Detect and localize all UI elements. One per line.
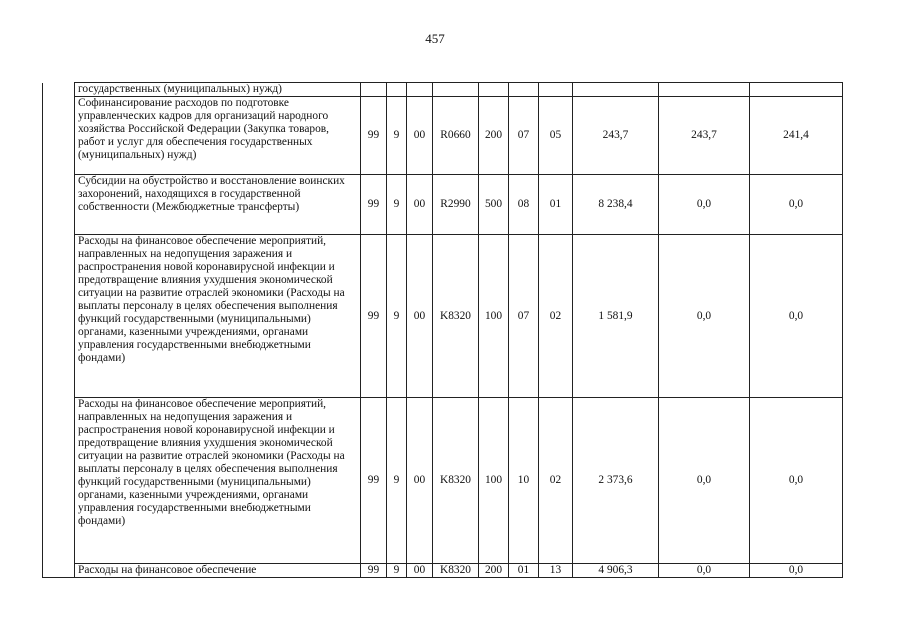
code-cell: [407, 83, 433, 97]
amount-cell: 241,4: [750, 97, 843, 175]
code-cell: 05: [539, 97, 573, 175]
amount-cell: [573, 83, 659, 97]
code-cell: 02: [539, 235, 573, 398]
amount-cell: [750, 83, 843, 97]
code-cell: [433, 83, 479, 97]
table-row: [43, 97, 843, 175]
code-cell: 08: [509, 175, 539, 235]
table-row: [43, 398, 843, 564]
amount-cell: 0,0: [750, 235, 843, 398]
amount-cell: 2 373,6: [573, 398, 659, 564]
row-marker-cell: [43, 97, 75, 175]
amount-cell: 4 906,3: [573, 564, 659, 578]
amount-cell: 0,0: [750, 564, 843, 578]
row-description: Софинансирование расходов по подготовке управленческих кадров для организаций народного хозяйства Российской Федерации (Закупка товаров, работ и услуг для обеспечения государственных (муниципальных) нужд): [75, 97, 361, 175]
code-cell: 01: [539, 175, 573, 235]
table-row: [43, 83, 843, 97]
row-description: Расходы на финансовое обеспечение мероприятий, направленных на недопущения заражения и распространения новой коронавирусной инфекции и предотвращение влияния ухудшения экономической ситуации на развитие отраслей экономики (Расходы на выплаты персоналу в целях обеспечения выполнения функций государственными (муниципальными) органами, казенными учреждениями, органами управления государственными внебюджетными фондами): [75, 235, 361, 398]
code-cell: 02: [539, 398, 573, 564]
amount-cell: 8 238,4: [573, 175, 659, 235]
amount-cell: 1 581,9: [573, 235, 659, 398]
code-cell: 00: [407, 97, 433, 175]
amount-cell: [659, 83, 750, 97]
budget-table: [42, 82, 843, 578]
row-description: Субсидии на обустройство и восстановление воинских захоронений, находящихся в государственной собственности (Межбюджетные трансферты): [75, 175, 361, 235]
code-cell: 00: [407, 235, 433, 398]
code-cell: [539, 83, 573, 97]
code-cell: K8320: [433, 235, 479, 398]
amount-cell: 0,0: [659, 398, 750, 564]
code-cell: 500: [479, 175, 509, 235]
code-cell: 13: [539, 564, 573, 578]
code-cell: 00: [407, 398, 433, 564]
amount-cell: 0,0: [659, 235, 750, 398]
code-cell: 200: [479, 564, 509, 578]
code-cell: 07: [509, 235, 539, 398]
code-cell: 00: [407, 564, 433, 578]
code-cell: 9: [387, 97, 407, 175]
amount-cell: 0,0: [659, 564, 750, 578]
row-marker-cell: [43, 175, 75, 235]
table-row: [43, 235, 843, 398]
code-cell: 99: [361, 398, 387, 564]
code-cell: 9: [387, 235, 407, 398]
code-cell: [479, 83, 509, 97]
code-cell: 99: [361, 97, 387, 175]
code-cell: 9: [387, 564, 407, 578]
code-cell: K8320: [433, 564, 479, 578]
row-marker-cell: [43, 235, 75, 398]
code-cell: K8320: [433, 398, 479, 564]
code-cell: [361, 83, 387, 97]
code-cell: 100: [479, 398, 509, 564]
row-marker-cell: [43, 398, 75, 564]
code-cell: 07: [509, 97, 539, 175]
amount-cell: 0,0: [750, 175, 843, 235]
code-cell: 10: [509, 398, 539, 564]
amount-cell: 0,0: [659, 175, 750, 235]
code-cell: 99: [361, 235, 387, 398]
row-description: государственных (муниципальных) нужд): [75, 83, 361, 97]
amount-cell: 243,7: [573, 97, 659, 175]
code-cell: 9: [387, 175, 407, 235]
code-cell: 00: [407, 175, 433, 235]
code-cell: 99: [361, 564, 387, 578]
row-marker-cell: [43, 83, 75, 97]
table-row: [43, 175, 843, 235]
code-cell: 200: [479, 97, 509, 175]
table-row: [43, 564, 843, 578]
code-cell: [387, 83, 407, 97]
code-cell: 9: [387, 398, 407, 564]
code-cell: 01: [509, 564, 539, 578]
code-cell: R2990: [433, 175, 479, 235]
code-cell: 99: [361, 175, 387, 235]
row-description: Расходы на финансовое обеспечение мероприятий, направленных на недопущения заражения и распространения новой коронавирусной инфекции и предотвращение влияния ухудшения экономической ситуации на развитие отраслей экономики (Расходы на выплаты персоналу в целях обеспечения выполнения функций государственными (муниципальными) органами, казенными учреждениями, органами управления государственными внебюджетными фондами): [75, 398, 361, 564]
page-number: 457: [425, 31, 445, 46]
amount-cell: 243,7: [659, 97, 750, 175]
code-cell: [509, 83, 539, 97]
row-description: Расходы на финансовое обеспечение: [75, 564, 361, 578]
code-cell: 100: [479, 235, 509, 398]
amount-cell: 0,0: [750, 398, 843, 564]
code-cell: R0660: [433, 97, 479, 175]
row-marker-cell: [43, 564, 75, 578]
